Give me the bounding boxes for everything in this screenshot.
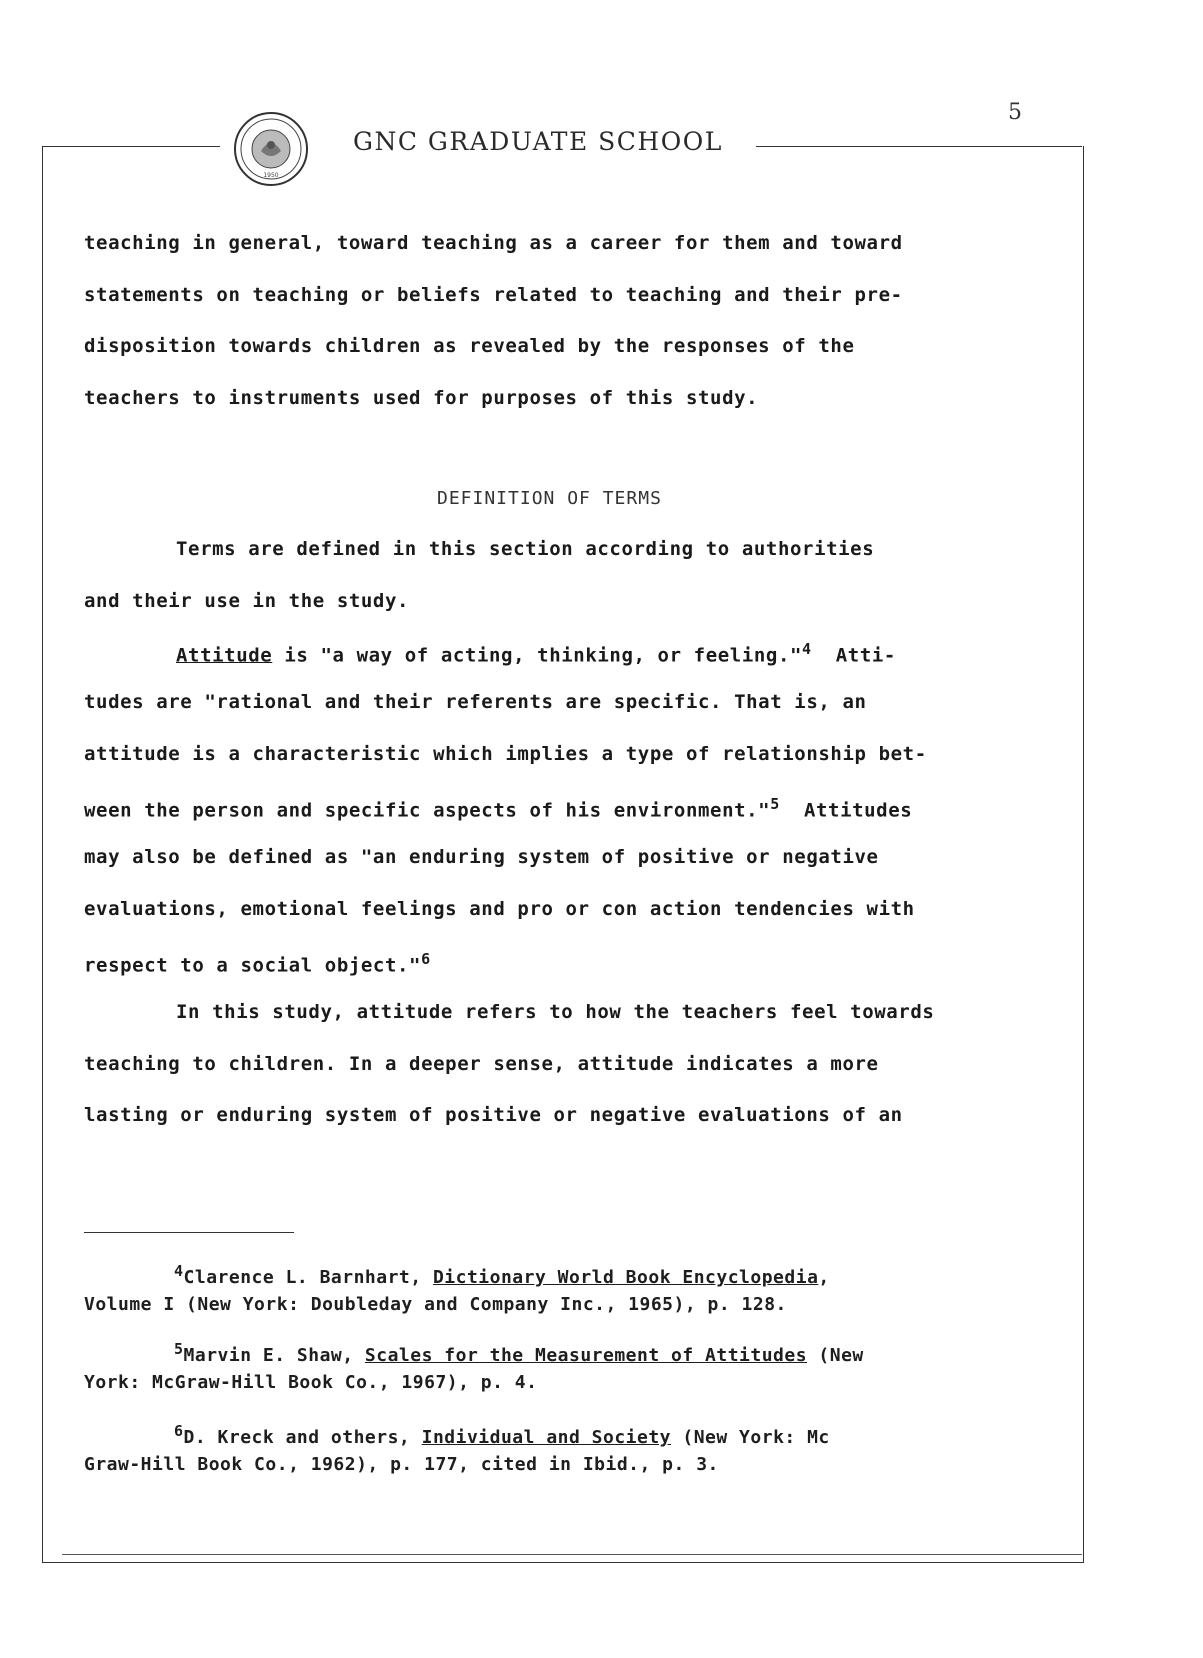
body-line: evaluations, emotional feelings and pro or con action tendencies with <box>84 898 915 920</box>
body-line: disposition towards children as revealed by the responses of the <box>84 335 855 357</box>
body-line: attitude is a characteristic which implies a type of relationship bet- <box>84 743 927 765</box>
section-heading: DEFINITION OF TERMS <box>437 488 662 509</box>
svg-text:1950: 1950 <box>263 172 279 179</box>
body-line: In this study, attitude refers to how the teachers feel towards <box>176 1001 935 1023</box>
body-line: may also be defined as "an enduring system of positive or negative <box>84 846 879 868</box>
footnote-4: $^4$Clarence L. Barnhart, Dictionary World Book Encyclopedia, <box>174 1262 830 1288</box>
body-line: Terms are defined in this section according to authorities <box>176 538 875 560</box>
footnote-5-line2: York: McGraw-Hill Book Co., 1967), p. 4. <box>84 1372 538 1393</box>
page-number: 5 <box>1008 100 1022 125</box>
footnote-ref-6: 6 <box>421 950 431 968</box>
footnote-ref-4: 4 <box>802 640 812 658</box>
body-line: respect to a social object."$^6$ <box>84 950 431 977</box>
body-line: lasting or enduring system of positive or negative evaluations of an <box>84 1104 903 1126</box>
body-line: statements on teaching or beliefs related to teaching and their pre- <box>84 284 903 306</box>
term-attitude: Attitude <box>176 644 273 667</box>
footnote-4-line2: Volume I (New York: Doubleday and Company Inc., 1965), p. 128. <box>84 1294 787 1315</box>
footnote-5: $^5$Marvin E. Shaw, Scales for the Measurement of Attitudes (New <box>174 1340 864 1366</box>
footnote-ref-5: 5 <box>770 795 780 813</box>
body-line: ween the person and specific aspects of his environment."$^5$ Attitudes <box>84 795 913 822</box>
footnote-6-line2: Graw-Hill Book Co., 1962), p. 177, cited in Ibid., p. 3. <box>84 1454 719 1475</box>
footnote-rule <box>84 1232 294 1233</box>
header-title: GNC GRADUATE SCHOOL <box>353 127 723 156</box>
body-line: Attitude is "a way of acting, thinking, or feeling."$^4$ Atti- <box>176 640 896 667</box>
body-line: tudes are "rational and their referents are specific. That is, an <box>84 691 867 713</box>
body-line: teachers to instruments used for purposes of this study. <box>84 387 759 409</box>
footnote-6: $^6$D. Kreck and others, Individual and Society (New York: Mc <box>174 1422 830 1448</box>
page-frame-inner-rule <box>62 1554 1082 1555</box>
body-line: and their use in the study. <box>84 590 410 612</box>
body-line: teaching to children. In a deeper sense, attitude indicates a more <box>84 1053 879 1075</box>
body-line: teaching in general, toward teaching as a career for them and toward <box>84 232 903 254</box>
